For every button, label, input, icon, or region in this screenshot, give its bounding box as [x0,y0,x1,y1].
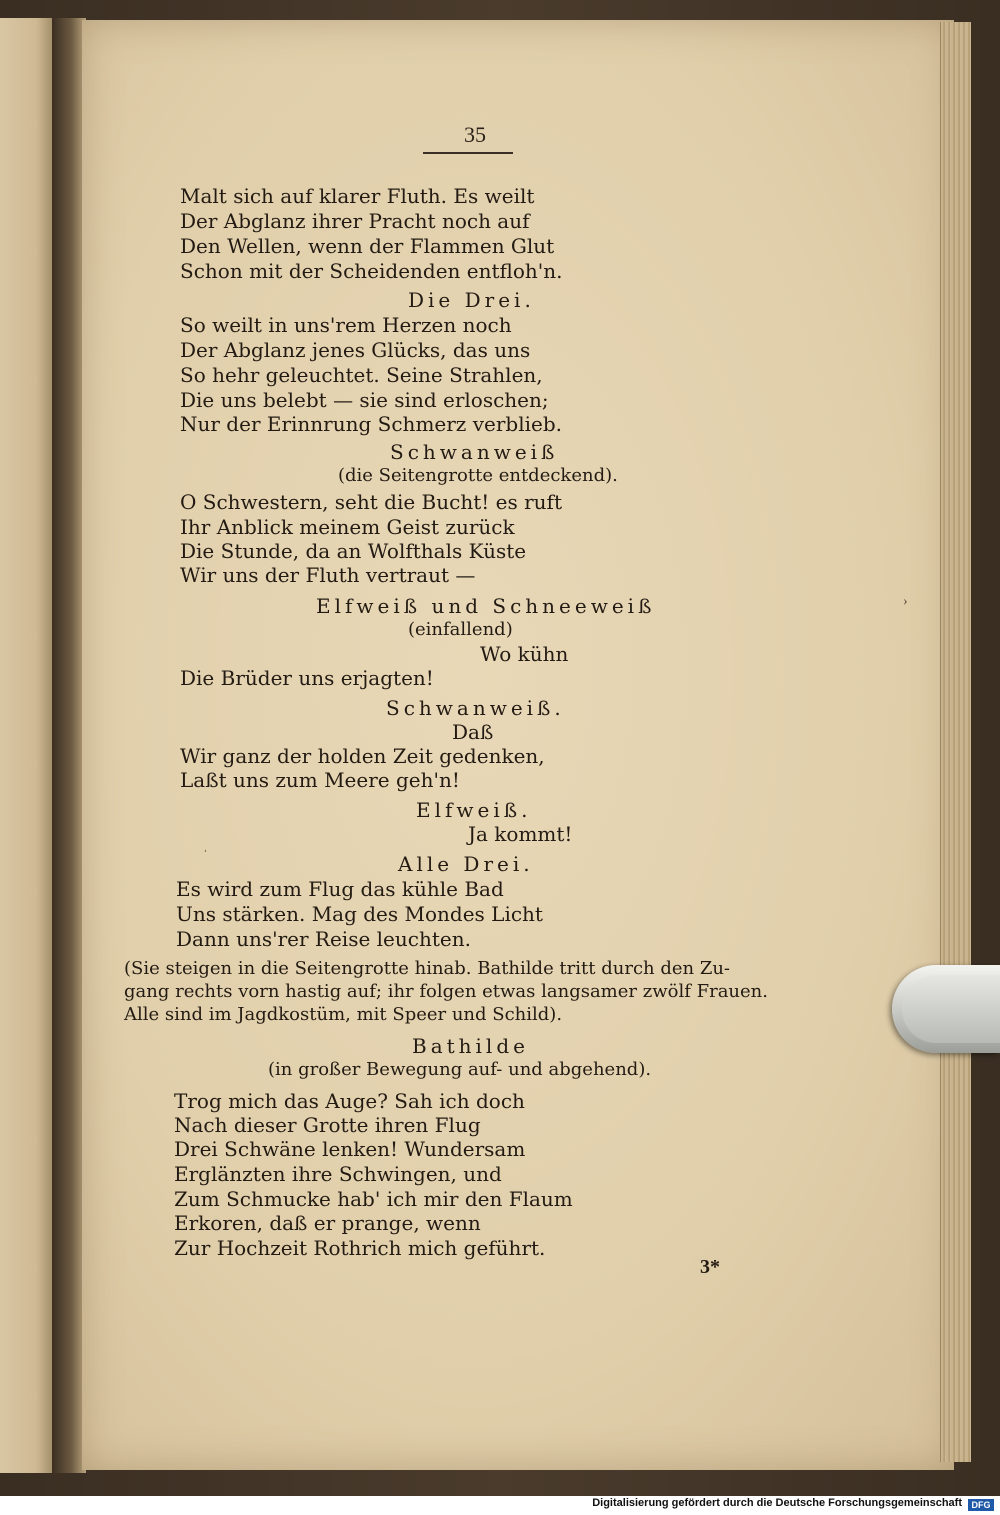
verse-line: Drei Schwäne lenken! Wundersam [174,1137,526,1161]
verse-line: Wir ganz der holden Zeit gedenken, [180,744,545,768]
verse-line: Nur der Erinnrung Schmerz verblieb. [180,412,562,436]
verse-line: Wir uns der Fluth vertraut — [180,563,476,587]
page-number: 35 [464,122,486,147]
stage-direction: gang rechts vorn hastig auf; ihr folgen etwas langsamer zwölf Frauen. [124,981,768,1002]
verse-line: O Schwestern, seht die Bucht! es ruft [180,490,562,514]
verse-line: Der Abglanz ihrer Pracht noch auf [180,209,530,233]
page-number-rule [423,152,513,154]
dfg-logo: DFG [968,1499,994,1511]
verse-line: Erglänzten ihre Schwingen, und [174,1162,502,1186]
footer-credit: Digitalisierung gefördert durch die Deutsche Forschungsgemeinschaft [592,1497,962,1509]
stage-direction: (einfallend) [408,619,513,640]
verse-line: Ihr Anblick meinem Geist zurück [180,515,515,539]
verse-line: Erkoren, daß er prange, wenn [174,1211,481,1235]
book-spine [52,18,86,1473]
speaker-name: Die Drei. [408,288,535,312]
stage-direction: (die Seitengrotte entdeckend). [338,465,618,486]
verse-line: Die uns belebt — sie sind erloschen; [180,388,549,412]
bookmark-clip-inner [902,975,1000,1043]
verse-line: Der Abglanz jenes Glücks, das uns [180,338,531,362]
stage-direction: Alle sind im Jagdkostüm, mit Speer und Schild). [124,1004,563,1025]
verse-line: Die Stunde, da an Wolfthals Küste [180,539,527,563]
metal-bookmark-clip [892,965,1000,1053]
stray-mark: › [903,594,908,609]
verse-line: So hehr geleuchtet. Seine Strahlen, [180,363,543,387]
speaker-name: Schwanweiß. [386,696,565,720]
verse-line: Dann uns'rer Reise leuchten. [176,927,471,951]
speaker-name: Schwanweiß [390,440,559,464]
verse-line: Es wird zum Flug das kühle Bad [176,877,504,901]
page-stack-edges [940,22,971,1462]
stray-mark: ˌ [203,838,208,853]
verse-line: Malt sich auf klarer Fluth. Es weilt [180,184,535,208]
footer-bar [0,1496,1000,1515]
speaker-name: Elfweiß. [416,798,532,822]
verse-line: Uns stärken. Mag des Mondes Licht [176,902,543,926]
verse-line: Die Brüder uns erjagten! [180,666,434,690]
verse-line: Zum Schmucke hab' ich mir den Flaum [174,1187,573,1211]
left-page-edge [0,18,54,1473]
verse-line: Trog mich das Auge? Sah ich doch [174,1089,525,1113]
verse-line: Ja kommt! [468,822,573,846]
verse-line: Laßt uns zum Meere geh'n! [180,768,460,792]
verse-line: Schon mit der Scheidenden entfloh'n. [180,259,563,283]
signature-mark: 3* [700,1256,720,1278]
verse-line: Daß [452,720,494,744]
verse-line: Den Wellen, wenn der Flammen Glut [180,234,555,258]
stage-direction: (Sie steigen in die Seitengrotte hinab. Bathilde tritt durch den Zu- [124,958,731,979]
stage-direction: (in großer Bewegung auf- und abgehend). [268,1059,652,1080]
verse-line: Nach dieser Grotte ihren Flug [174,1113,481,1137]
verse-line: Zur Hochzeit Rothrich mich geführt. [174,1236,546,1260]
speaker-name: Elfweiß und Schneeweiß [316,594,656,618]
verse-line: So weilt in uns'rem Herzen noch [180,313,512,337]
verse-line: Wo kühn [480,642,569,666]
speaker-name: Alle Drei. [398,852,534,876]
speaker-name: Bathilde [412,1034,529,1058]
